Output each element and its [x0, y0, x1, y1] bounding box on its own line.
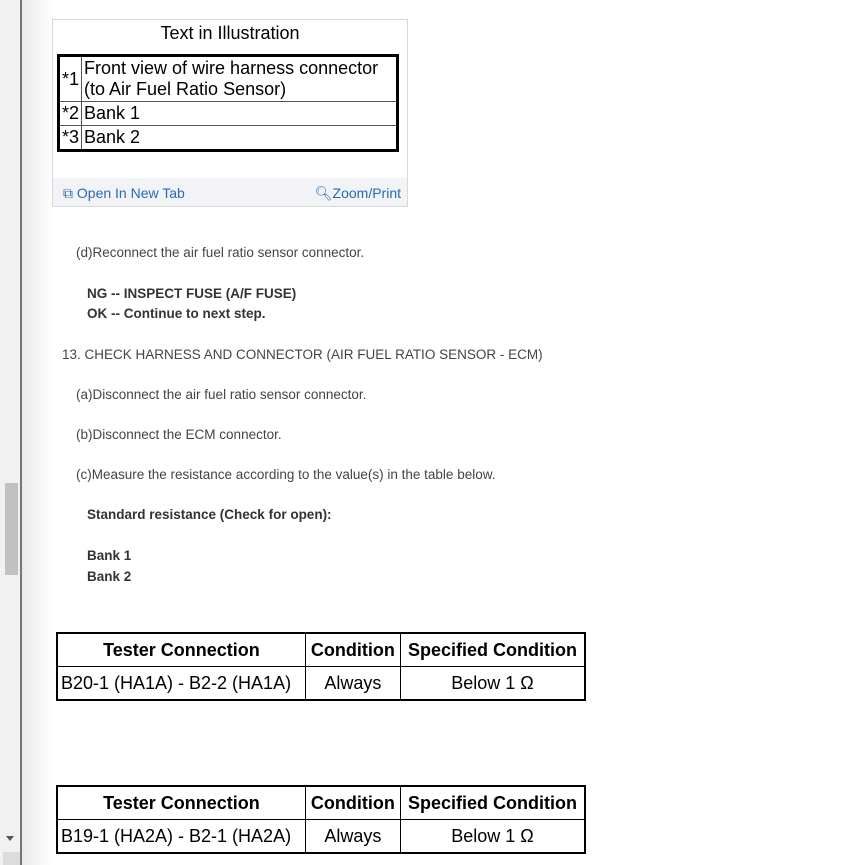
- table-row: [59, 56, 398, 102]
- zoom-print-label: Zoom/Print: [332, 185, 401, 201]
- column-header: Condition: [305, 633, 400, 667]
- zoom-print-link[interactable]: [315, 185, 401, 202]
- step-d: (d)Reconnect the air fuel ratio sensor connector.: [76, 245, 365, 260]
- bank1-label: Bank 1: [87, 548, 132, 563]
- cell: B20-1 (HA1A) - B2-2 (HA1A): [57, 667, 305, 701]
- figure-footer: [53, 178, 407, 206]
- legend-table: [57, 54, 399, 152]
- legend-text: Front view of wire harness connector (to Air Fuel Ratio Sensor): [82, 56, 398, 102]
- legend-num: *1: [59, 56, 82, 102]
- legend-num: *2: [59, 102, 82, 126]
- table-row: [59, 126, 398, 151]
- vertical-scrollbar[interactable]: [0, 0, 20, 865]
- resistance-table-bank1: [56, 632, 586, 701]
- cell: Always: [305, 820, 400, 854]
- cell: B19-1 (HA2A) - B2-1 (HA2A): [57, 820, 305, 854]
- resistance-table-bank2: [56, 785, 586, 854]
- ok-result: OK -- Continue to next step.: [87, 306, 266, 321]
- column-header: Specified Condition: [400, 786, 585, 820]
- cell: Always: [305, 667, 400, 701]
- open-in-new-tab-link[interactable]: [63, 185, 185, 202]
- standard-resistance-label: Standard resistance (Check for open):: [87, 507, 332, 522]
- scroll-down-arrow-icon[interactable]: [6, 836, 14, 841]
- legend-text: Bank 1: [82, 102, 398, 126]
- table-row: [57, 667, 585, 701]
- bank2-label: Bank 2: [87, 569, 132, 584]
- step-c: (c)Measure the resistance according to the value(s) in the table below.: [76, 467, 496, 482]
- cell: Below 1 Ω: [400, 820, 585, 854]
- table-row: [59, 102, 398, 126]
- step-13-heading: 13. CHECK HARNESS AND CONNECTOR (AIR FUEL RATIO SENSOR - ECM): [62, 347, 543, 362]
- open-tab-label: Open In New Tab: [76, 185, 185, 201]
- open-tab-icon: ⧉: [63, 185, 73, 201]
- figure-title: Text in Illustration: [160, 23, 300, 43]
- step-b: (b)Disconnect the ECM connector.: [76, 427, 282, 442]
- column-header: Tester Connection: [57, 633, 305, 667]
- scrollbar-corner: [3, 852, 20, 865]
- illustration-legend: [52, 19, 408, 207]
- ng-result: NG -- INSPECT FUSE (A/F FUSE): [87, 286, 297, 301]
- table-row: [57, 820, 585, 854]
- scrollbar-thumb[interactable]: [5, 483, 18, 575]
- zoom-icon: 🔍︎: [314, 185, 333, 201]
- column-header: Condition: [305, 786, 400, 820]
- column-header: Specified Condition: [400, 633, 585, 667]
- step-a: (a)Disconnect the air fuel ratio sensor connector.: [76, 387, 367, 402]
- legend-text: Bank 2: [82, 126, 398, 151]
- column-header: Tester Connection: [57, 786, 305, 820]
- cell: Below 1 Ω: [400, 667, 585, 701]
- shadow: [22, 0, 52, 865]
- legend-num: *3: [59, 126, 82, 151]
